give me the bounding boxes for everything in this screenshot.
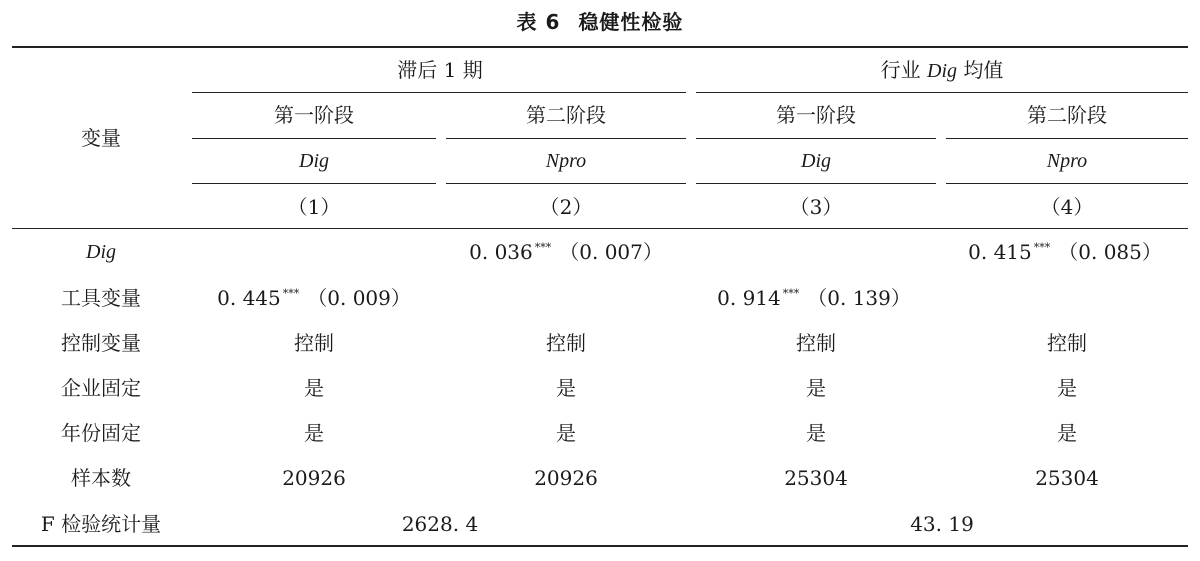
instrument-col1-sig: *** [282,287,300,300]
firm-fe-col4: 是 [1057,376,1077,400]
stage2-rule [446,138,686,139]
dig-col2 [469,240,663,264]
year-fe-col4: 是 [1057,421,1077,445]
instrument-col3-se: （0. 139） [807,286,911,310]
depvar4-rule [946,183,1188,184]
header-bottom-rule [12,228,1188,229]
header-colnum-1: （1） [287,195,341,219]
header-variable: 变量 [81,126,121,150]
row-label-dig: Dig [86,241,116,263]
header-stage-1: 第一阶段 [274,103,354,127]
row-label-controls: 控制变量 [61,331,141,355]
dig-col4-coef: 0. 415 [968,240,1032,264]
group2-rule [696,92,1188,93]
header-depvar-4: Npro [1046,150,1088,172]
row-label-instrument: 工具变量 [61,286,141,310]
header-colnum-2: （2） [539,195,593,219]
controls-col1: 控制 [294,331,334,355]
stage4-rule [946,138,1188,139]
n-obs-col4: 25304 [1035,466,1099,490]
instrument-col3 [717,286,911,310]
row-label-f-stat: F 检验统计量 [40,512,162,536]
firm-fe-col2: 是 [556,376,576,400]
top-rule [12,46,1188,48]
header-group-lag: 滞后 1 期 [397,58,483,82]
controls-col3: 控制 [796,331,836,355]
controls-col4: 控制 [1047,331,1087,355]
n-obs-col3: 25304 [784,466,848,490]
n-obs-col2: 20926 [534,466,598,490]
row-label-firm-fe: 企业固定 [61,376,141,400]
header-depvar-2: Npro [545,150,587,172]
f-stat-group2: 43. 19 [910,512,974,536]
table-caption [0,6,1200,35]
instrument-col1 [217,286,411,310]
n-obs-col1: 20926 [282,466,346,490]
instrument-col1-se: （0. 009） [307,286,411,310]
header-colnum-3: （3） [789,195,843,219]
header-depvar-1: Dig [299,150,329,172]
firm-fe-col3: 是 [806,376,826,400]
header-depvar-3: Dig [801,150,831,172]
depvar2-rule [446,183,686,184]
caption-title: 稳健性检验 [578,10,684,34]
dig-col2-sig: *** [534,241,552,254]
instrument-col3-sig: *** [782,287,800,300]
row-label-n-obs: 样本数 [71,466,131,490]
header-group-industry [881,58,1004,83]
header-stage-2: 第二阶段 [526,103,606,127]
dig-col4-sig: *** [1033,241,1051,254]
dig-col2-se: （0. 007） [559,240,663,264]
instrument-col1-coef: 0. 445 [217,286,281,310]
dig-col4 [968,240,1162,264]
row-label-year-fe: 年份固定 [61,421,141,445]
caption-label: 表 6 [516,10,561,34]
stage1-rule [192,138,436,139]
group2-prefix: 行业 [880,58,921,82]
header-colnum-4: （4） [1040,195,1094,219]
firm-fe-col1: 是 [304,376,324,400]
controls-col2: 控制 [546,331,586,355]
header-stage-4: 第二阶段 [1027,103,1107,127]
group1-rule [192,92,686,93]
bottom-rule [12,545,1188,547]
year-fe-col3: 是 [806,421,826,445]
group2-var: Dig [927,60,957,82]
f-stat-group1: 2628. 4 [401,512,479,536]
year-fe-col1: 是 [304,421,324,445]
instrument-col3-coef: 0. 914 [717,286,781,310]
dig-col2-coef: 0. 036 [469,240,533,264]
dig-col4-se: （0. 085） [1058,240,1162,264]
year-fe-col2: 是 [556,421,576,445]
stage3-rule [696,138,936,139]
depvar3-rule [696,183,936,184]
header-stage-3: 第一阶段 [776,103,856,127]
group2-suffix: 均值 [963,58,1004,82]
depvar1-rule [192,183,436,184]
